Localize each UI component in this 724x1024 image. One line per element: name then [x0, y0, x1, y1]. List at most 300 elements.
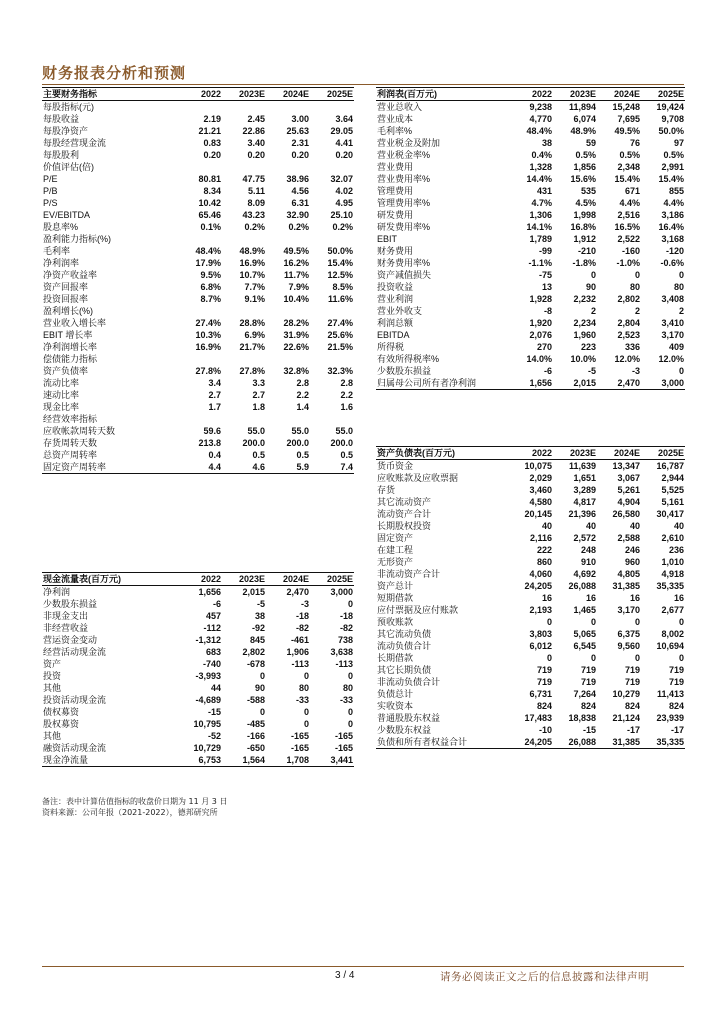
table-row — [42, 754, 354, 767]
table-row — [42, 634, 354, 646]
cell-value: 13,347 — [612, 461, 640, 471]
year-header: 2024E — [597, 88, 641, 101]
notes — [42, 796, 227, 818]
cell-value: 0.20 — [203, 150, 221, 160]
cell-value: 223 — [580, 342, 596, 352]
table-row — [376, 197, 685, 209]
table-row — [42, 353, 354, 365]
cell-value — [266, 101, 310, 114]
cell-value: 1,465 — [573, 605, 596, 615]
cell-value — [180, 353, 222, 365]
row-label: 盈利增长(%) — [43, 306, 93, 316]
cell-value: -0.6% — [660, 258, 684, 268]
table-row — [376, 161, 685, 173]
cell-value: 10,795 — [193, 719, 221, 729]
cell-value: 0 — [590, 653, 596, 663]
table-row — [376, 149, 685, 161]
cell-value: -485 — [246, 719, 265, 729]
cell-value: 38 — [254, 611, 265, 621]
table-row — [376, 616, 685, 628]
cell-value: 719 — [536, 665, 552, 675]
cell-value: 6,753 — [180, 754, 222, 767]
table-row — [42, 161, 354, 173]
table-row — [42, 413, 354, 425]
table-row — [42, 586, 354, 599]
cell-value: 3,000 — [330, 587, 353, 597]
cell-value: 2,588 — [617, 533, 640, 543]
cell-value: 2,232 — [573, 294, 596, 304]
table-row — [42, 670, 354, 682]
cell-value: 535 — [580, 186, 596, 196]
cell-value: 11,639 — [568, 461, 596, 471]
year-header: 2023E — [222, 573, 266, 586]
cell-value: 2,029 — [529, 473, 552, 483]
year-header: 2023E — [553, 88, 597, 101]
row-label: 营业收入增长率 — [43, 318, 107, 328]
cell-value: 8.7% — [200, 294, 221, 304]
row-label: 营运资金变动 — [43, 635, 98, 645]
row-label: 其他 — [43, 731, 62, 741]
cell-value: 0.2% — [288, 222, 309, 232]
row-label: 价值评估(倍) — [43, 162, 94, 172]
cell-value: 32.90 — [286, 210, 309, 220]
table-row — [42, 269, 354, 281]
cell-value: 50.0% — [658, 126, 684, 136]
cell-value: 35,335 — [656, 581, 684, 591]
cell-value — [266, 233, 310, 245]
table-row — [376, 221, 685, 233]
row-label: EBIT 增长率 — [43, 330, 93, 340]
page-title: 财务报表分析和预测 — [42, 64, 187, 82]
row-label: 长期股权投资 — [377, 521, 432, 531]
cell-value: 2,523 — [617, 330, 640, 340]
cell-value: 0.4 — [208, 450, 221, 460]
row-label: 研发费用率% — [377, 222, 431, 232]
cell-value: 24,205 — [524, 581, 552, 591]
cell-value: 3,067 — [617, 473, 640, 483]
cell-value: 48.9% — [239, 246, 265, 256]
cell-value: 1,906 — [286, 647, 309, 657]
table-row — [42, 341, 354, 353]
cell-value: 7,264 — [573, 689, 596, 699]
cell-value: 12.0% — [614, 354, 640, 364]
cell-value: 4.56 — [291, 186, 309, 196]
cell-value: 10,729 — [193, 743, 221, 753]
balance-sheet-table — [376, 446, 685, 749]
cell-value: 0 — [678, 653, 684, 663]
table-row — [42, 173, 354, 185]
table-row — [376, 520, 685, 532]
table-row — [376, 365, 685, 377]
cell-value: 1,912 — [573, 234, 596, 244]
table-title: 主要财务指标 — [42, 88, 180, 101]
row-label: 总资产周转率 — [43, 450, 98, 460]
row-label: 存货 — [377, 485, 396, 495]
cell-value: 16.2% — [283, 258, 309, 268]
cell-value: 26,088 — [568, 581, 596, 591]
table-row — [42, 401, 354, 413]
cell-value: -82 — [339, 623, 353, 633]
cell-value: 824 — [668, 701, 684, 711]
note-source: 资料来源：公司年报（2021-2022），德邦研究所 — [42, 808, 218, 817]
row-label: 其它流动负债 — [377, 629, 432, 639]
table-row — [376, 233, 685, 245]
table-row — [42, 377, 354, 389]
cell-value: 12.5% — [327, 270, 353, 280]
table-row — [376, 604, 685, 616]
cell-value: 2,348 — [617, 162, 640, 172]
cell-value: 1,708 — [266, 754, 310, 767]
cell-value: -165 — [290, 731, 309, 741]
cell-value: 2,677 — [661, 605, 684, 615]
cell-value — [180, 161, 222, 173]
row-label: 速动比率 — [43, 390, 80, 400]
cell-value: -5 — [587, 366, 596, 376]
cell-value: 270 — [536, 342, 552, 352]
row-label: 现金比率 — [43, 402, 80, 412]
row-label: 流动资产合计 — [377, 509, 432, 519]
cell-value: -17 — [670, 725, 684, 735]
year-header: 2023E — [222, 88, 266, 101]
cell-value: 409 — [668, 342, 684, 352]
cell-value: 21,124 — [612, 713, 640, 723]
row-label: 应收帐款周转天数 — [43, 426, 116, 436]
cell-value: 10.7% — [239, 270, 265, 280]
cell-value: 4.5% — [575, 198, 596, 208]
row-label: 毛利率 — [43, 246, 71, 256]
row-label: 每股股利 — [43, 150, 80, 160]
row-label: P/E — [43, 174, 58, 184]
table-row — [376, 580, 685, 592]
cell-value: 7,695 — [617, 114, 640, 124]
cell-value: 15.4% — [327, 258, 353, 268]
cell-value: 16.5% — [614, 222, 640, 232]
cell-value: 2,802 — [242, 647, 265, 657]
cell-value: 90 — [585, 282, 596, 292]
cell-value — [310, 161, 354, 173]
row-label: 营业费用率% — [377, 174, 431, 184]
table-row — [376, 628, 685, 640]
cell-value: 4,060 — [529, 569, 552, 579]
cell-value: 15.4% — [614, 174, 640, 184]
cell-value — [222, 413, 266, 425]
table-row — [376, 173, 685, 185]
table-row — [42, 365, 354, 377]
table-row — [376, 305, 685, 317]
table-row — [376, 245, 685, 257]
table-row — [42, 425, 354, 437]
cell-value: 719 — [580, 677, 596, 687]
cell-value: -165 — [334, 731, 353, 741]
cell-value: 4,918 — [661, 569, 684, 579]
row-label: 少数股东损益 — [377, 366, 432, 376]
cell-value: 213.8 — [198, 438, 221, 448]
cell-value: 32.3% — [327, 366, 353, 376]
cell-value: 16.9% — [195, 342, 221, 352]
cell-value: 4,580 — [529, 497, 552, 507]
cell-value: 7.9% — [288, 282, 309, 292]
cell-value: 30,417 — [656, 509, 684, 519]
cell-value: 3.40 — [247, 138, 265, 148]
cell-value: 336 — [624, 342, 640, 352]
cell-value: 719 — [668, 677, 684, 687]
table-row — [376, 281, 685, 293]
table-row — [376, 508, 685, 520]
cell-value: -165 — [290, 743, 309, 753]
row-label: 少数股东损益 — [43, 599, 98, 609]
row-label: 其它长期负债 — [377, 665, 432, 675]
cell-value: 845 — [249, 635, 265, 645]
row-label: 其他 — [43, 683, 62, 693]
cell-value: -650 — [246, 743, 265, 753]
table-row — [376, 353, 685, 365]
table-row — [376, 317, 685, 329]
table-row — [42, 461, 354, 474]
table-row — [42, 658, 354, 670]
cell-value: 2.31 — [291, 138, 309, 148]
table-row — [42, 245, 354, 257]
row-label: 资产总计 — [377, 581, 414, 591]
cell-value: 2.45 — [247, 114, 265, 124]
cell-value: 0.5% — [575, 150, 596, 160]
row-label: 资产回报率 — [43, 282, 89, 292]
cell-value: 25.10 — [330, 210, 353, 220]
cell-value: 22.86 — [242, 126, 265, 136]
cell-value: 2.19 — [203, 114, 221, 124]
table-row — [42, 293, 354, 305]
cell-value: 31,385 — [597, 736, 641, 749]
cell-value — [310, 413, 354, 425]
cell-value: 2.7 — [208, 390, 221, 400]
row-label: 研发费用 — [377, 210, 414, 220]
cell-value: 16,787 — [656, 461, 684, 471]
cell-value: 7.7% — [244, 282, 265, 292]
cell-value: 3,186 — [661, 210, 684, 220]
cell-value: 38 — [541, 138, 552, 148]
table-row — [376, 293, 685, 305]
cell-value: 9,238 — [529, 102, 552, 112]
cell-value: 8,002 — [661, 629, 684, 639]
title-divider — [42, 84, 684, 85]
cell-value: -18 — [339, 611, 353, 621]
cell-value: 18,838 — [568, 713, 596, 723]
cell-value: 3,408 — [661, 294, 684, 304]
row-label: 负债总计 — [377, 689, 414, 699]
cell-value: 4.6 — [222, 461, 266, 474]
table-row — [42, 437, 354, 449]
cell-value: 4,817 — [573, 497, 596, 507]
row-label: 流动比率 — [43, 378, 80, 388]
table-row — [42, 622, 354, 634]
cell-value: 3,803 — [529, 629, 552, 639]
year-header: 2022 — [511, 447, 553, 460]
row-label: 营业税金率% — [377, 150, 431, 160]
cell-value: 21.7% — [239, 342, 265, 352]
cell-value: -166 — [246, 731, 265, 741]
cell-value: 0 — [347, 671, 353, 681]
cell-value: 31.9% — [283, 330, 309, 340]
table-row — [376, 652, 685, 664]
row-label: 负债和所有者权益合计 — [376, 736, 511, 749]
row-label: 应付票据及应付账款 — [377, 605, 459, 615]
table-row — [42, 233, 354, 245]
cell-value: 40 — [541, 521, 552, 531]
cell-value: 8.09 — [247, 198, 265, 208]
year-header: 2025E — [641, 88, 685, 101]
table-row — [376, 688, 685, 700]
cell-value: 10,279 — [612, 689, 640, 699]
table-row — [376, 269, 685, 281]
table-row — [42, 389, 354, 401]
cell-value: 6,375 — [617, 629, 640, 639]
cell-value: 16.9% — [239, 258, 265, 268]
cell-value: 4.02 — [335, 186, 353, 196]
cell-value: 10.3% — [195, 330, 221, 340]
cell-value: 2 — [634, 306, 640, 316]
cell-value: 3,000 — [641, 377, 685, 390]
row-label: EBIT — [377, 234, 398, 244]
page-number: 3 / 4 — [335, 970, 355, 981]
cell-value: 910 — [580, 557, 596, 567]
cell-value: 4,692 — [573, 569, 596, 579]
cell-value: 14.0% — [526, 354, 552, 364]
table-row — [42, 610, 354, 622]
row-label: 流动负债合计 — [377, 641, 432, 651]
cell-value — [222, 353, 266, 365]
row-label: 存货周转天数 — [43, 438, 98, 448]
cell-value: 0 — [590, 270, 596, 280]
year-header: 2025E — [641, 447, 685, 460]
cell-value: 21.5% — [327, 342, 353, 352]
cell-value: 200.0 — [330, 438, 353, 448]
cell-value: 0 — [303, 719, 309, 729]
cell-value: 38.96 — [286, 174, 309, 184]
row-label: 营业税金及附加 — [377, 138, 441, 148]
cell-value: 0.5 — [252, 450, 265, 460]
cell-value: -33 — [295, 695, 309, 705]
row-label: 每股收益 — [43, 114, 80, 124]
row-label: P/B — [43, 186, 58, 196]
row-label: 经营活动现金流 — [43, 647, 107, 657]
cell-value: 0 — [678, 366, 684, 376]
cell-value: 719 — [580, 665, 596, 675]
cell-value: 10,075 — [524, 461, 552, 471]
row-label: 普通股股东权益 — [377, 713, 441, 723]
cell-value: 2,470 — [286, 587, 309, 597]
cell-value: 2.8 — [296, 378, 309, 388]
cell-value: 25.63 — [286, 126, 309, 136]
row-label: 货币资金 — [377, 461, 414, 471]
cell-value: 26,088 — [553, 736, 597, 749]
cell-value: 16 — [541, 593, 552, 603]
row-label: 资产负债率 — [43, 366, 89, 376]
cell-value: 55.0 — [291, 426, 309, 436]
cell-value: 4.4% — [663, 198, 684, 208]
row-label: 股息率% — [43, 222, 79, 232]
cell-value: 5,525 — [661, 485, 684, 495]
year-header: 2025E — [310, 573, 354, 586]
cell-value: 97 — [673, 138, 684, 148]
cell-value: 2,193 — [529, 605, 552, 615]
cell-value — [266, 161, 310, 173]
cell-value: 9,708 — [661, 114, 684, 124]
cell-value: 1.8 — [252, 402, 265, 412]
row-label: 每股指标(元) — [43, 102, 94, 112]
row-label: 净利润 — [43, 587, 71, 597]
table-title: 现金流量表(百万元) — [42, 573, 180, 586]
footer-divider — [42, 966, 684, 967]
cell-value: -92 — [251, 623, 265, 633]
cell-value: -588 — [246, 695, 265, 705]
cell-value: 50.0% — [327, 246, 353, 256]
table-row — [42, 209, 354, 221]
cell-value: 719 — [536, 677, 552, 687]
cell-value: 1,856 — [573, 162, 596, 172]
row-label: 非经营收益 — [43, 623, 89, 633]
table-row — [42, 730, 354, 742]
cell-value: 1,960 — [573, 330, 596, 340]
cell-value — [222, 101, 266, 114]
cell-value: 48.9% — [570, 126, 596, 136]
cell-value: 0.5% — [663, 150, 684, 160]
cell-value: 824 — [536, 701, 552, 711]
cell-value: 5.9 — [266, 461, 310, 474]
row-label: 无形资产 — [377, 557, 414, 567]
row-label: 营业费用 — [377, 162, 414, 172]
cell-value: 2.2 — [296, 390, 309, 400]
table-row — [376, 700, 685, 712]
cell-value: 0 — [347, 707, 353, 717]
table-row — [376, 484, 685, 496]
cell-value: 17.9% — [195, 258, 221, 268]
row-label: 固定资产周转率 — [42, 461, 180, 474]
cell-value: 5,065 — [573, 629, 596, 639]
cell-value: 4.4 — [180, 461, 222, 474]
row-label: 经营效率指标 — [43, 414, 98, 424]
row-label: 其它流动资产 — [377, 497, 432, 507]
cell-value: 2,944 — [661, 473, 684, 483]
cell-value: 9.1% — [244, 294, 265, 304]
cell-value: 27.4% — [195, 318, 221, 328]
cell-value: 719 — [668, 665, 684, 675]
cell-value: 4.95 — [335, 198, 353, 208]
cell-value: 48.4% — [526, 126, 552, 136]
year-header: 2024E — [266, 573, 310, 586]
table-title: 利润表(百万元) — [376, 88, 511, 101]
cell-value: -6 — [212, 599, 221, 609]
table-row — [42, 317, 354, 329]
cell-value: 2,522 — [617, 234, 640, 244]
table-row — [376, 377, 685, 390]
cell-value — [180, 101, 222, 114]
cell-value: -112 — [203, 623, 221, 633]
cell-value — [310, 305, 354, 317]
cell-value: 8.34 — [203, 186, 221, 196]
row-label: 净资产收益率 — [43, 270, 98, 280]
cell-value: 0.20 — [291, 150, 309, 160]
cell-value: -1,312 — [195, 635, 221, 645]
table-row — [376, 724, 685, 736]
cell-value: 719 — [624, 677, 640, 687]
cell-value: 0 — [546, 653, 552, 663]
cell-value: 3.4 — [208, 378, 221, 388]
cell-value: -1.1% — [528, 258, 552, 268]
cell-value: -33 — [339, 695, 353, 705]
cell-value: 10.0% — [570, 354, 596, 364]
cell-value: 16 — [629, 593, 640, 603]
cell-value: 6.31 — [291, 198, 309, 208]
cell-value: 4.4% — [619, 198, 640, 208]
